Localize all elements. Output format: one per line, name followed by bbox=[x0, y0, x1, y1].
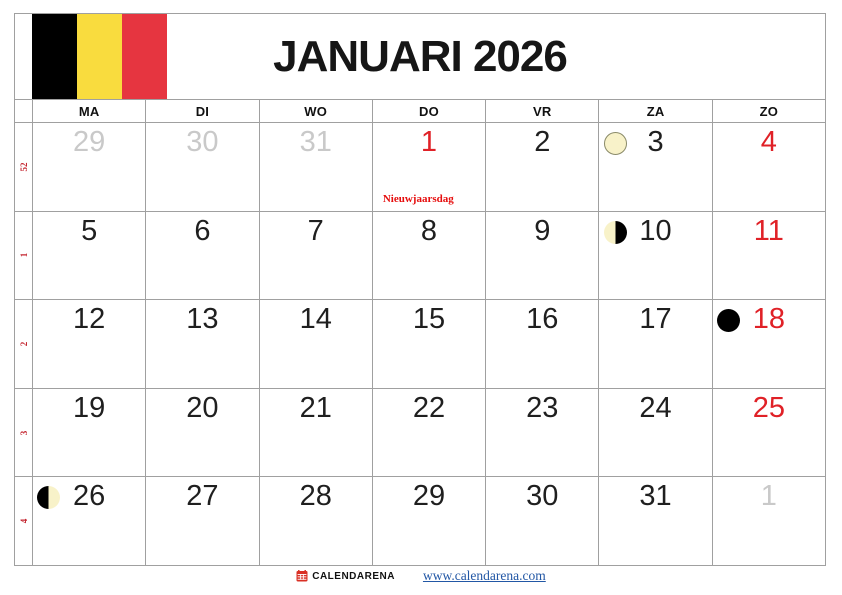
day-cell bbox=[372, 389, 485, 477]
day-number: 14 bbox=[299, 303, 332, 336]
week-column-spacer bbox=[15, 100, 32, 122]
day-number: 9 bbox=[534, 214, 551, 247]
day-header-row bbox=[15, 99, 825, 122]
day-cell bbox=[712, 300, 825, 388]
day-number: 17 bbox=[639, 303, 672, 336]
day-cell bbox=[712, 389, 825, 477]
day-number: 6 bbox=[194, 214, 211, 247]
week-row bbox=[15, 299, 825, 388]
week-row bbox=[15, 211, 825, 300]
day-number: 3 bbox=[647, 126, 664, 158]
day-number: 12 bbox=[73, 303, 106, 336]
day-cell bbox=[372, 212, 485, 300]
day-number: 22 bbox=[412, 391, 446, 424]
title-wrap bbox=[15, 14, 825, 99]
day-cell bbox=[259, 477, 372, 565]
week-row bbox=[15, 476, 825, 565]
day-header-vr: VR bbox=[485, 100, 598, 122]
day-cell bbox=[598, 389, 711, 477]
day-cell bbox=[598, 300, 711, 388]
day-number: 31 bbox=[299, 126, 332, 158]
day-number: 27 bbox=[186, 480, 219, 513]
day-cell bbox=[598, 123, 711, 211]
day-cell bbox=[145, 212, 258, 300]
day-number: 11 bbox=[753, 214, 784, 247]
day-header-ma: MA bbox=[32, 100, 145, 122]
day-cell bbox=[145, 389, 258, 477]
day-number: 25 bbox=[752, 391, 785, 424]
day-number: 16 bbox=[526, 303, 559, 336]
day-number: 18 bbox=[752, 303, 785, 336]
day-number: 24 bbox=[639, 391, 672, 424]
day-number: 28 bbox=[299, 480, 332, 513]
first-quarter-moon-icon bbox=[37, 486, 60, 509]
day-number: 2 bbox=[534, 126, 551, 158]
day-cell bbox=[145, 300, 258, 388]
day-cell bbox=[485, 123, 598, 211]
day-number: 13 bbox=[186, 303, 219, 336]
day-number: 21 bbox=[299, 391, 332, 424]
day-number: 1 bbox=[420, 126, 438, 158]
week-number-cell bbox=[15, 389, 32, 477]
week-number: 2 bbox=[18, 341, 29, 347]
day-cell bbox=[712, 123, 825, 211]
footer bbox=[0, 568, 842, 584]
day-cell bbox=[485, 389, 598, 477]
website-link[interactable]: www.calendarena.com bbox=[422, 568, 546, 583]
day-number: 15 bbox=[412, 303, 446, 336]
day-number: 30 bbox=[526, 480, 559, 513]
day-cell bbox=[598, 212, 711, 300]
holiday-label: Nieuwjaarsdag bbox=[382, 192, 454, 205]
day-number: 29 bbox=[412, 480, 446, 513]
calendarena-logo-icon bbox=[296, 570, 308, 582]
week-number: 1 bbox=[18, 253, 29, 258]
day-number: 29 bbox=[73, 126, 106, 158]
calendar-title: JANUARI 2026 bbox=[273, 31, 567, 81]
day-cell bbox=[259, 389, 372, 477]
day-cell bbox=[145, 123, 258, 211]
week-number-cell bbox=[15, 123, 32, 211]
day-number: 31 bbox=[639, 480, 672, 513]
day-cell bbox=[32, 123, 145, 211]
day-cell bbox=[372, 477, 485, 565]
day-cell bbox=[372, 300, 485, 388]
day-cell bbox=[712, 477, 825, 565]
day-number: 19 bbox=[73, 391, 106, 424]
day-cell bbox=[259, 300, 372, 388]
week-number-cell bbox=[15, 477, 32, 565]
day-number: 23 bbox=[526, 391, 559, 424]
day-cell bbox=[712, 212, 825, 300]
new-moon-icon bbox=[717, 309, 740, 332]
week-number: 3 bbox=[18, 430, 29, 435]
day-number: 30 bbox=[186, 126, 219, 158]
week-number: 4 bbox=[18, 518, 29, 524]
brand bbox=[296, 570, 395, 582]
day-header-do: DO bbox=[372, 100, 485, 122]
day-cell bbox=[32, 212, 145, 300]
full-moon-icon bbox=[604, 132, 627, 155]
day-cell bbox=[32, 477, 145, 565]
day-cell bbox=[32, 300, 145, 388]
day-cell bbox=[259, 123, 372, 211]
day-number: 10 bbox=[639, 214, 672, 247]
day-cell bbox=[32, 389, 145, 477]
day-header-za: ZA bbox=[598, 100, 711, 122]
day-number: 20 bbox=[186, 391, 219, 424]
day-cell bbox=[485, 477, 598, 565]
day-number: 26 bbox=[73, 480, 106, 513]
day-cell bbox=[259, 212, 372, 300]
week-number-cell bbox=[15, 212, 32, 300]
day-cell bbox=[598, 477, 711, 565]
day-number: 7 bbox=[307, 214, 324, 247]
title-row bbox=[15, 14, 825, 99]
day-number: 4 bbox=[760, 126, 777, 158]
week-number-cell bbox=[15, 300, 32, 388]
day-cell bbox=[372, 123, 485, 211]
week-number: 52 bbox=[18, 162, 29, 172]
day-cell bbox=[485, 212, 598, 300]
brand-name: CALENDARENA bbox=[312, 570, 395, 582]
day-header-di: DI bbox=[145, 100, 258, 122]
day-number: 1 bbox=[760, 480, 777, 513]
day-number: 8 bbox=[420, 214, 438, 247]
day-header-zo: ZO bbox=[712, 100, 825, 122]
last-quarter-moon-icon bbox=[604, 221, 627, 244]
day-number: 5 bbox=[81, 214, 98, 247]
day-cell bbox=[145, 477, 258, 565]
calendar-table bbox=[14, 13, 826, 566]
day-cell bbox=[485, 300, 598, 388]
week-row bbox=[15, 122, 825, 211]
day-header-wo: WO bbox=[259, 100, 372, 122]
week-row bbox=[15, 388, 825, 477]
